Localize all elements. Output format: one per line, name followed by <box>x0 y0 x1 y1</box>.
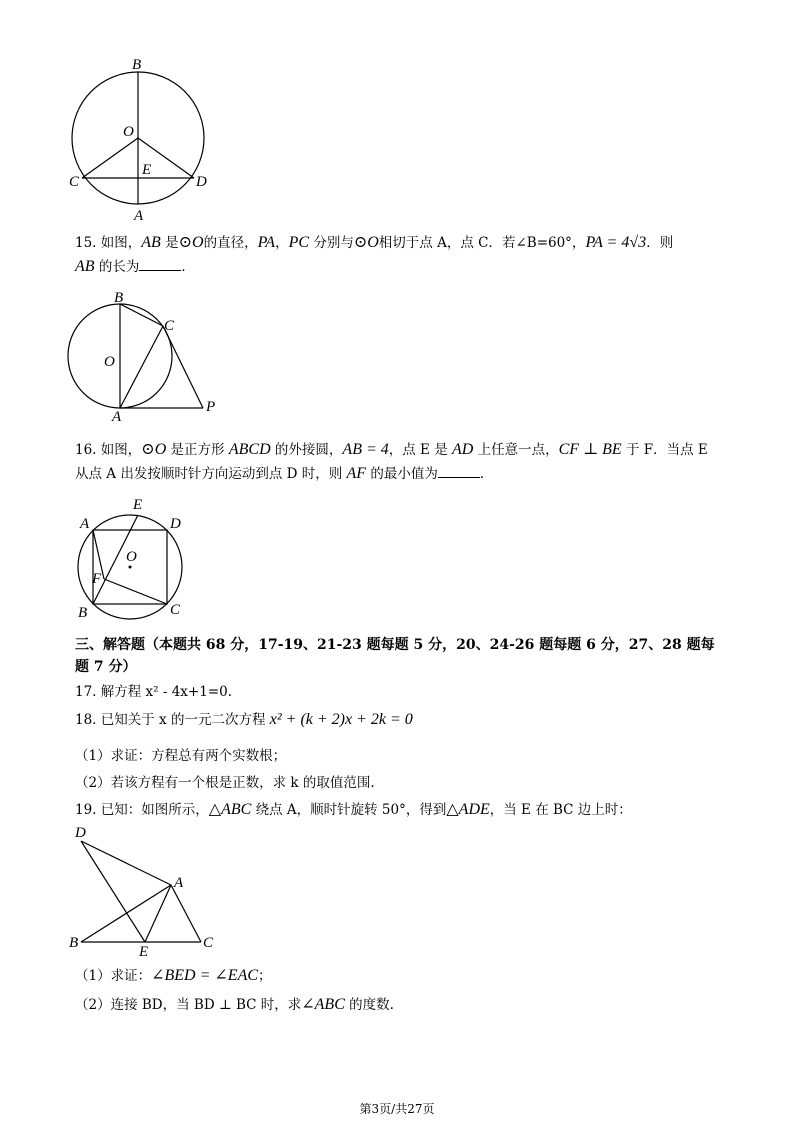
question-16: 16. 如图，⊙O 是正方形 ABCD 的外接圆，AB = 4，点 E 是 AD 上任意一点，CF ⊥ BE 于 F．当点 E 从点 A 出发按顺时针方向运动到点 D 时，则 AF 的最小值为 ． <box>75 441 708 482</box>
question-18-part-1: （1）求证：方程总有两个实数根； <box>75 748 287 764</box>
question-17: 17. 解方程 x² - 4x+1=0. <box>75 684 233 700</box>
label-E: E <box>142 162 152 178</box>
label-E: E <box>133 497 143 513</box>
label-D: D <box>75 825 86 841</box>
figure-q16 <box>60 495 200 620</box>
answer-blank-16 <box>438 463 480 478</box>
label-A: A <box>80 516 90 532</box>
label-C: C <box>203 935 214 951</box>
label-D: D <box>170 516 181 532</box>
label-D: D <box>196 174 207 190</box>
figure-q15 <box>60 288 240 423</box>
answer-blank-15 <box>139 256 181 271</box>
label-O: O <box>123 124 134 140</box>
label-A: A <box>174 875 184 891</box>
question-19: 19. 已知：如图所示，△ABC 绕点 A，顺时针旋转 50°，得到△ADE，当 E 在 BC 边上时： <box>75 801 632 818</box>
label-P: P <box>206 399 216 415</box>
question-18: 18. 已知关于 x 的一元二次方程 x² + (k + 2)x + 2k = 0 <box>75 711 413 728</box>
label-A: A <box>134 208 144 224</box>
label-C: C <box>164 318 175 334</box>
figure-q19 <box>65 823 225 958</box>
page-footer: 第3页/共27页 <box>359 1102 435 1116</box>
question-19-part-2: （2）连接 BD，当 BD ⊥ BC 时，求∠ABC 的度数. <box>75 996 394 1013</box>
label-F: F <box>92 571 102 587</box>
label-B: B <box>114 290 124 306</box>
question-19-part-1: （1）求证：∠BED = ∠EAC； <box>75 967 272 984</box>
figure-q14 <box>60 55 230 230</box>
label-B: B <box>132 57 142 73</box>
label-C: C <box>170 602 181 618</box>
label-A: A <box>112 409 122 425</box>
label-O: O <box>104 354 115 370</box>
section-3-title: 三、解答题（本题共 68 分，17-19、21-23 题每题 5 分，20、24-26 题每题 6 分，27、28 题每题 7 分） <box>75 637 715 675</box>
label-B: B <box>69 935 79 951</box>
label-B: B <box>78 605 88 621</box>
label-E: E <box>139 944 149 960</box>
question-18-part-2: （2）若该方程有一个根是正数，求 k 的取值范围. <box>75 775 375 791</box>
label-O: O <box>126 549 137 565</box>
label-C: C <box>69 174 80 190</box>
question-15: 15. 如图，AB 是⊙O的直径，PA，PC 分别与⊙O相切于点 A，点 C．若∠B=60°，PA = 4√3．则 AB 的长为 ． <box>75 234 674 275</box>
